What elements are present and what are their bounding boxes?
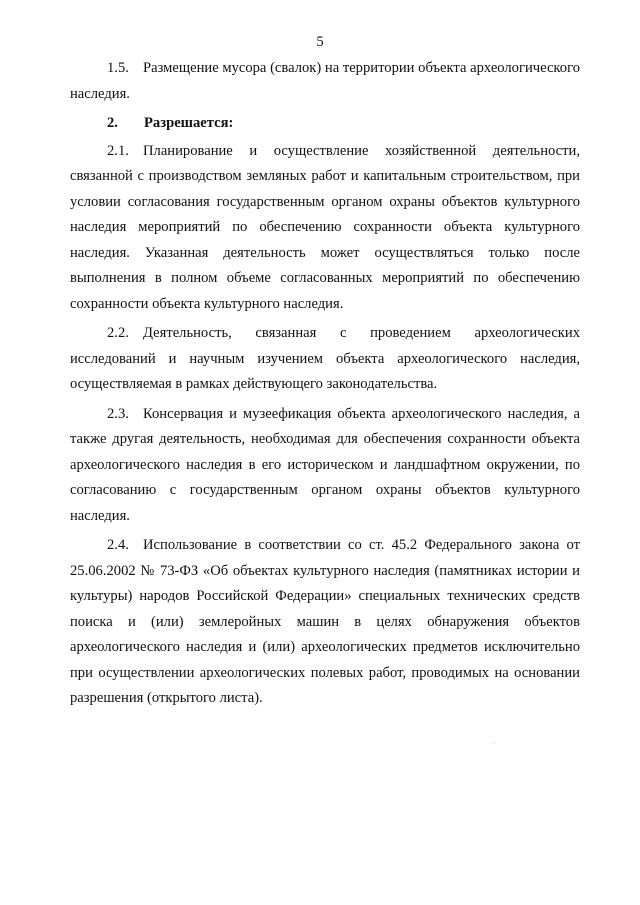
clause-text: Планирование и осуществление хозяйственной деятельности, связанной с производством земляных работ и капитальным строительством, при условии согласования государственным органом охраны объектов культурного наследия мероприятий по обеспечению сохранности объекта культурного наследия. Указанная деятельность может осуществляться только после выполнения в полном объеме согласованных мероприятий по обеспечению сохранности объекта культурного наследия.: [70, 142, 580, 312]
clause-text: Деятельность, связанная с проведением археологических исследований и научным изучением объекта археологического наследия, осуществляемая в рамках действующего законодательства.: [70, 325, 580, 392]
section-title: Разрешается:: [144, 115, 234, 131]
scan-speck: [494, 742, 495, 743]
clause-text: Консервация и музеефикация объекта археологического наследия, а также другая деятельность, необходимая для обеспечения сохранности объекта археологического наследия в его историческом и ландшафтном окружении, по согласованию с государственным органом охраны объектов культурного наследия.: [70, 405, 580, 524]
clause-2-1: [70, 139, 580, 318]
clause-1-5: [70, 56, 580, 107]
clause-2-2: [70, 321, 580, 398]
clause-number: 2.2.: [107, 325, 129, 341]
clause-number: 2.3.: [107, 405, 129, 422]
clause-number: 1.5.: [107, 60, 129, 76]
section-2-heading: [70, 111, 580, 137]
document-body: [70, 56, 580, 712]
clause-number: 2.1.: [107, 142, 129, 159]
clause-text: Размещение мусора (свалок) на территории объекта археологического наследия.: [70, 60, 580, 102]
section-number: 2.: [107, 115, 118, 131]
page-number: 5: [316, 34, 324, 50]
clause-number: 2.4.: [107, 537, 129, 553]
clause-2-4: [70, 533, 580, 712]
clause-2-3: [70, 402, 580, 530]
clause-text: Использование в соответствии со ст. 45.2 Федерального закона от 25.06.2002 № 73-ФЗ «Об объектах культурного наследия (памятниках истории и культуры) народов Российской Федерации» специальных технических средств поиска и (или) землеройных машин в целях обнаружения объектов археологического наследия и (или) археологических предметов исключительно при осуществлении археологических полевых работ, проводимых на основании разрешения (открытого листа).: [70, 537, 580, 706]
